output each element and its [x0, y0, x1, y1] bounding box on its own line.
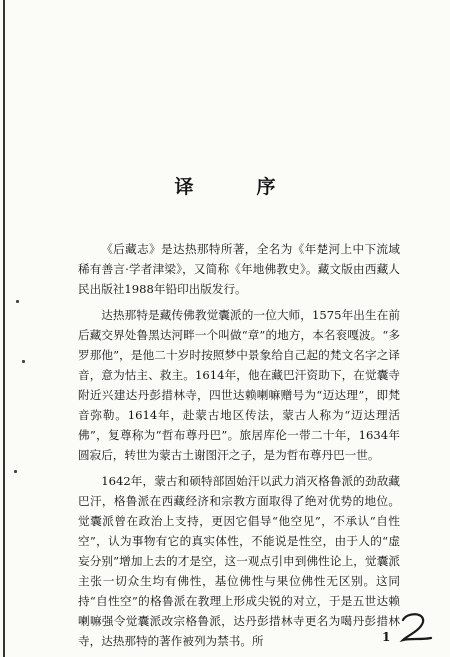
paragraph-2: 达热那特是藏传佛教觉囊派的一位大师，1575年出生在前后藏交界处鲁黑达河畔一个叫做“章”的地方，本名衮嘎波。“多罗那他”，是他二十岁时按照梦中景象给自己起的梵文名字之译音，意为怙主、救主。1614年，他在藏巴汗资助下，在觉囊寺附近兴建达丹彭措林寺，四世达赖喇嘛赠号为“迈达理”，即梵音弥勒。1614年，赴蒙古地区传法，蒙古人称为“迈达理活佛”，复尊称为“哲布尊丹巴”。旅居库伦一带二十年，1634年圆寂后，转世为蒙古土谢图汗之子，是为哲布尊丹巴一世。 — [78, 308, 400, 462]
handwritten-mark — [397, 610, 435, 646]
paragraph-3: 1642年，蒙古和硕特部固始汗以武力消灭格鲁派的劲敌藏巴汗，格鲁派在西藏经济和宗教方面取得了绝对优势的地位。觉囊派曾在政治上支持，更因它倡导“他空见”，不承认“自性空”，认为事物有它的真实体性，不能说是性空，由于人的“虚妄分别”增加上去的才是空，这一观点引申到佛性论上，觉囊派主张一切众生均有佛性，基位佛性与果位佛性无区别。这同持“自性空”的格鲁派在教理上形成尖锐的对立，于是五世达赖喇嘛强令觉囊派改宗格鲁派，达丹彭措林寺更名为噶丹彭措林寺，达热那特的著作被列为禁书。所 — [78, 474, 400, 648]
scan-speck — [16, 300, 19, 303]
page-title: 译 序 — [174, 176, 298, 198]
paragraph-1: 《后藏志》是达热那特所著，全名为《年楚河上中下流域稀有善言·学者津梁》，又简称《年地佛教史》。藏文版由西藏人民出版社1988年铅印出版发行。 — [78, 242, 400, 296]
body-text — [78, 239, 400, 657]
scan-edge — [3, 0, 5, 657]
page-number: 1 — [382, 630, 391, 644]
scan-speck — [22, 360, 25, 363]
scan-speck — [14, 470, 17, 473]
